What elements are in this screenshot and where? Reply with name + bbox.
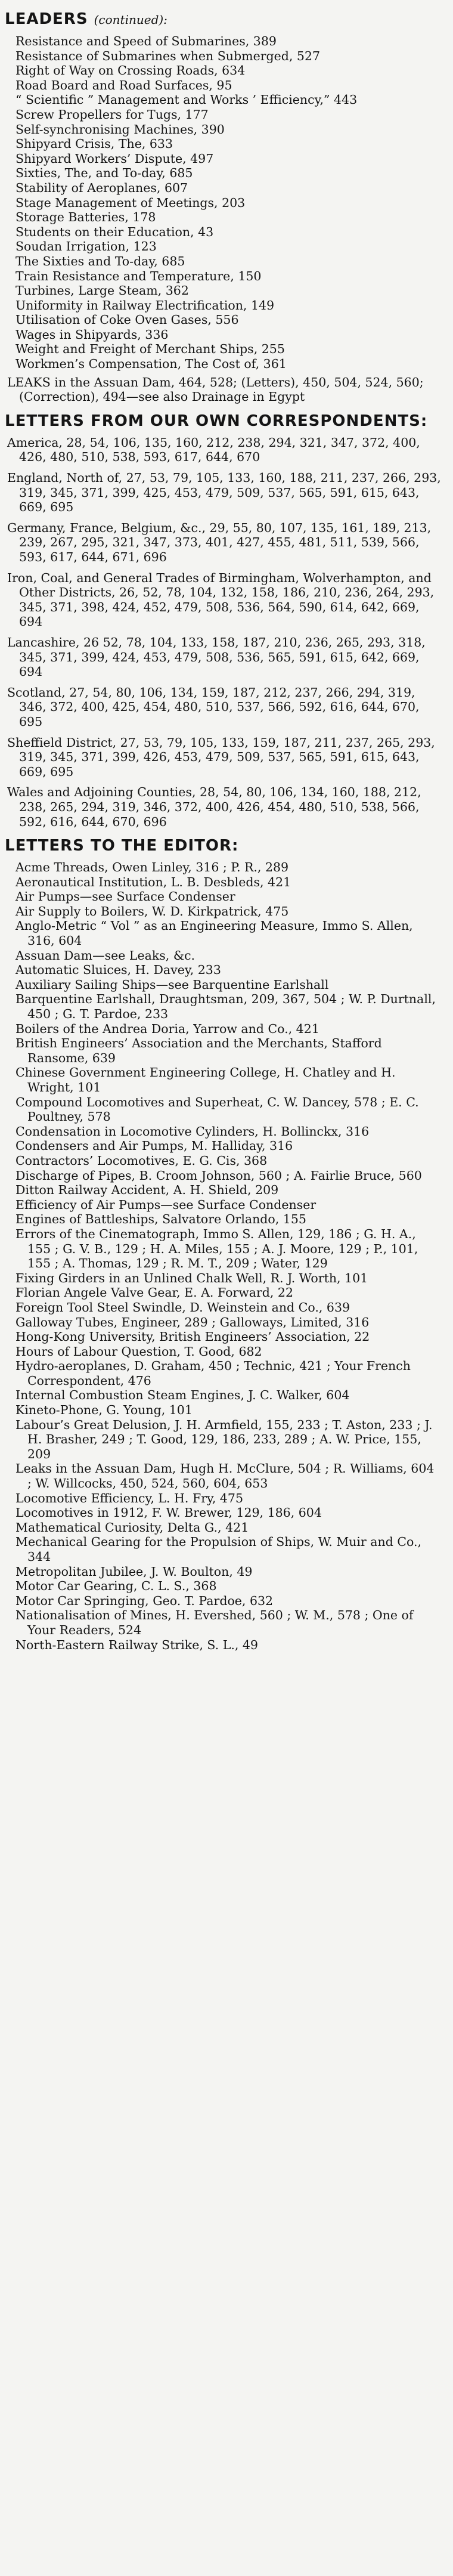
index-entry: Air Supply to Boilers, W. D. Kirkpatrick, 475 bbox=[15, 904, 289, 919]
index-entry: Internal Combustion Steam Engines, J. C. Walker, 604 bbox=[15, 1388, 350, 1403]
editor-letters-list bbox=[5, 860, 441, 1652]
index-entry: Chinese Government Engineering College, H. Chatley and H. Wright, 101 bbox=[15, 1065, 396, 1094]
index-entry: Road Board and Road Surfaces, 95 bbox=[15, 78, 232, 92]
index-entry: Scotland, 27, 54, 80, 106, 134, 159, 187, 212, 237, 266, 294, 319, 346, 372, 400, 425, 454, 480, 510, 537, 566, 592, 616, 644, 670, 695 bbox=[7, 685, 420, 729]
index-entry: Compound Locomotives and Superheat, C. W. Dancey, 578 ; E. C. Poultney, 578 bbox=[15, 1094, 419, 1124]
index-entry: Errors of the Cinematograph, Immo S. Allen, 129, 186 ; G. H. A., 155 ; G. V. B., 129 ; H. A. Miles, 155 ; A. J. Moore, 129 ; P., 101, 155 ; A. Thomas, 129 ; R. M. T., 209 ; Water, 129 bbox=[15, 1226, 418, 1271]
leaders-continued: (continued): bbox=[94, 13, 167, 27]
index-entry: Florian Angele Valve Gear, E. A. Forward, 22 bbox=[15, 1285, 294, 1300]
index-entry: The Sixties and To-day, 685 bbox=[15, 253, 185, 268]
index-entry: Locomotives in 1912, F. W. Brewer, 129, 186, 604 bbox=[15, 1505, 322, 1520]
index-entry: Ditton Railway Accident, A. H. Shield, 209 bbox=[15, 1183, 279, 1198]
index-entry: Hours of Labour Question, T. Good, 682 bbox=[15, 1344, 262, 1359]
leaders-heading bbox=[5, 10, 441, 29]
index-entry: Storage Batteries, 178 bbox=[15, 210, 156, 225]
index-entry: Train Resistance and Temperature, 150 bbox=[15, 268, 262, 283]
index-entry: Sheffield District, 27, 53, 79, 105, 133, 159, 187, 211, 237, 265, 293, 319, 345, 371, 399, 426, 453, 479, 509, 537, 565, 591, 615, 643, 669, 695 bbox=[7, 735, 435, 779]
index-entry: Germany, France, Belgium, &c., 29, 55, 80, 107, 135, 161, 189, 213, 239, 267, 295, 321, 347, 373, 401, 427, 455, 481, 511, 539, 566, 593, 617, 644, 671, 696 bbox=[7, 520, 432, 564]
index-entry: Iron, Coal, and General Trades of Birmingham, Wolverhampton, and Other Districts, 26, 52, 78, 104, 132, 158, 186, 210, 236, 264, 293, 345, 371, 398, 424, 452, 479, 508, 536, 564, 590, 614, 642, 669, 694 bbox=[7, 570, 435, 629]
index-entry: Assuan Dam—see Leaks, &c. bbox=[15, 948, 196, 963]
index-entry: Workmen’s Compensation, The Cost of, 361 bbox=[15, 357, 287, 372]
index-entry: Turbines, Large Steam, 362 bbox=[15, 283, 189, 298]
index-entry: Hong-Kong University, British Engineers’ Association, 22 bbox=[15, 1329, 370, 1344]
index-entry: British Engineers’ Association and the Merchants, Stafford Ransome, 639 bbox=[15, 1036, 382, 1065]
index-entry: America, 28, 54, 106, 135, 160, 212, 238, 294, 321, 347, 372, 400, 426, 480, 510, 538, 593, 617, 644, 670 bbox=[7, 435, 420, 465]
leaders-title: LEADERS bbox=[5, 10, 88, 28]
index-entry: Barquentine Earlshall, Draughtsman, 209, 367, 504 ; W. P. Durtnall, 450 ; G. T. Pardoe, 233 bbox=[15, 992, 436, 1022]
index-entry: Weight and Freight of Merchant Ships, 255 bbox=[15, 342, 285, 357]
index-entry: Discharge of Pipes, B. Croom Johnson, 560 ; A. Fairlie Bruce, 560 bbox=[15, 1168, 422, 1183]
index-entry: Engines of Battleships, Salvatore Orlando, 155 bbox=[15, 1212, 306, 1227]
index-entry: Resistance of Submarines when Submerged, 527 bbox=[15, 48, 321, 63]
index-entry: England, North of, 27, 53, 79, 105, 133, 160, 188, 211, 237, 266, 293, 319, 345, 371, 399, 425, 453, 479, 509, 537, 565, 591, 615, 643, 669, 695 bbox=[7, 471, 441, 515]
index-entry: Labour’s Great Delusion, J. H. Armfield, 155, 233 ; T. Aston, 233 ; J. H. Brasher, 249 ; T. Good, 129, 186, 233, 289 ; A. W. Price, 155, 209 bbox=[15, 1417, 433, 1461]
index-entry: Lancashire, 26 52, 78, 104, 133, 158, 187, 210, 236, 265, 293, 318, 345, 371, 399, 424, 453, 479, 508, 536, 565, 591, 615, 642, 669, 694 bbox=[7, 635, 426, 679]
index-entry: Hydro-aeroplanes, D. Graham, 450 ; Technic, 421 ; Your French Correspondent, 476 bbox=[15, 1359, 411, 1388]
index-entry: Wages in Shipyards, 336 bbox=[15, 327, 169, 342]
index-entry: Sixties, The, and To-day, 685 bbox=[15, 166, 193, 181]
correspondents-list bbox=[5, 435, 441, 829]
index-entry: Stability of Aeroplanes, 607 bbox=[15, 180, 188, 195]
index-entry: Condensers and Air Pumps, M. Halliday, 316 bbox=[15, 1139, 293, 1154]
index-entry: Soudan Irrigation, 123 bbox=[15, 239, 157, 254]
index-entry: Screw Propellers for Tugs, 177 bbox=[15, 107, 209, 122]
index-entry: Utilisation of Coke Oven Gases, 556 bbox=[15, 313, 239, 327]
index-entry: Galloway Tubes, Engineer, 289 ; Galloways, Limited, 316 bbox=[15, 1315, 370, 1329]
leaks-entry: LEAKS in the Assuan Dam, 464, 528; (Letters), 450, 504, 524, 560; (Correction), 494—see also Drainage in Egypt bbox=[7, 375, 424, 404]
editor-letters-heading: LETTERS TO THE EDITOR: bbox=[5, 837, 239, 855]
index-entry: Stage Management of Meetings, 203 bbox=[15, 195, 246, 210]
index-entry: “ Scientific ” Management and Works ’ Efficiency,” 443 bbox=[15, 92, 358, 107]
index-entry: Air Pumps—see Surface Condenser bbox=[15, 889, 235, 904]
index-entry: Automatic Sluices, H. Davey, 233 bbox=[15, 963, 221, 978]
index-entry: Leaks in the Assuan Dam, Hugh H. McClure, 504 ; R. Williams, 604 ; W. Willcocks, 450, 524, 560, 604, 653 bbox=[15, 1461, 435, 1491]
index-entry: Mathematical Curiosity, Delta G., 421 bbox=[15, 1520, 249, 1535]
leaders-list bbox=[5, 34, 441, 372]
index-entry: Fixing Girders in an Unlined Chalk Well, R. J. Worth, 101 bbox=[15, 1270, 368, 1285]
index-entry: Anglo-Metric “ Vol ” as an Engineering Measure, Immo S. Allen, 316, 604 bbox=[15, 919, 413, 948]
index-entry: Uniformity in Railway Electrification, 149 bbox=[15, 298, 275, 313]
index-entry: Condensation in Locomotive Cylinders, H. Bollinckx, 316 bbox=[15, 1124, 370, 1139]
correspondents-heading: LETTERS FROM OUR OWN CORRESPONDENTS: bbox=[5, 412, 428, 430]
index-entry: Mechanical Gearing for the Propulsion of Ships, W. Muir and Co., 344 bbox=[15, 1535, 422, 1564]
index-entry: North-Eastern Railway Strike, S. L., 49 bbox=[15, 1637, 258, 1652]
index-entry: Contractors’ Locomotives, E. G. Cis, 368 bbox=[15, 1153, 268, 1168]
index-entry: Self-synchronising Machines, 390 bbox=[15, 122, 225, 137]
index-entry: Aeronautical Institution, L. B. Desbleds, 421 bbox=[15, 874, 291, 889]
index-entry: Resistance and Speed of Submarines, 389 bbox=[15, 34, 277, 48]
index-entry: Nationalisation of Mines, H. Evershed, 560 ; W. M., 578 ; One of Your Readers, 524 bbox=[15, 1608, 414, 1637]
index-entry: Acme Threads, Owen Linley, 316 ; P. R., 289 bbox=[15, 860, 289, 875]
index-entry: Motor Car Springing, Geo. T. Pardoe, 632 bbox=[15, 1593, 274, 1608]
index-entry: Motor Car Gearing, C. L. S., 368 bbox=[15, 1579, 217, 1594]
index-entry: Efficiency of Air Pumps—see Surface Condenser bbox=[15, 1197, 317, 1212]
index-entry: Auxiliary Sailing Ships—see Barquentine Earlshall bbox=[15, 977, 329, 992]
index-entry: Right of Way on Crossing Roads, 634 bbox=[15, 63, 246, 78]
index-entry: Foreign Tool Steel Swindle, D. Weinstein and Co., 639 bbox=[15, 1300, 350, 1315]
index-entry: Boilers of the Andrea Doria, Yarrow and Co., 421 bbox=[15, 1021, 319, 1036]
index-entry: Metropolitan Jubilee, J. W. Boulton, 49 bbox=[15, 1564, 253, 1579]
index-entry: Wales and Adjoining Counties, 28, 54, 80, 106, 134, 160, 188, 212, 238, 265, 294, 319, 346, 372, 400, 426, 454, 480, 510, 538, 566, 592, 616, 644, 670, 696 bbox=[7, 785, 421, 829]
index-entry: Students on their Education, 43 bbox=[15, 224, 214, 239]
index-entry: Kineto-Phone, G. Young, 101 bbox=[15, 1403, 193, 1418]
index-entry: Locomotive Efficiency, L. H. Fry, 475 bbox=[15, 1490, 244, 1505]
index-entry: Shipyard Workers’ Dispute, 497 bbox=[15, 151, 214, 166]
index-entry: Shipyard Crisis, The, 633 bbox=[15, 137, 173, 151]
